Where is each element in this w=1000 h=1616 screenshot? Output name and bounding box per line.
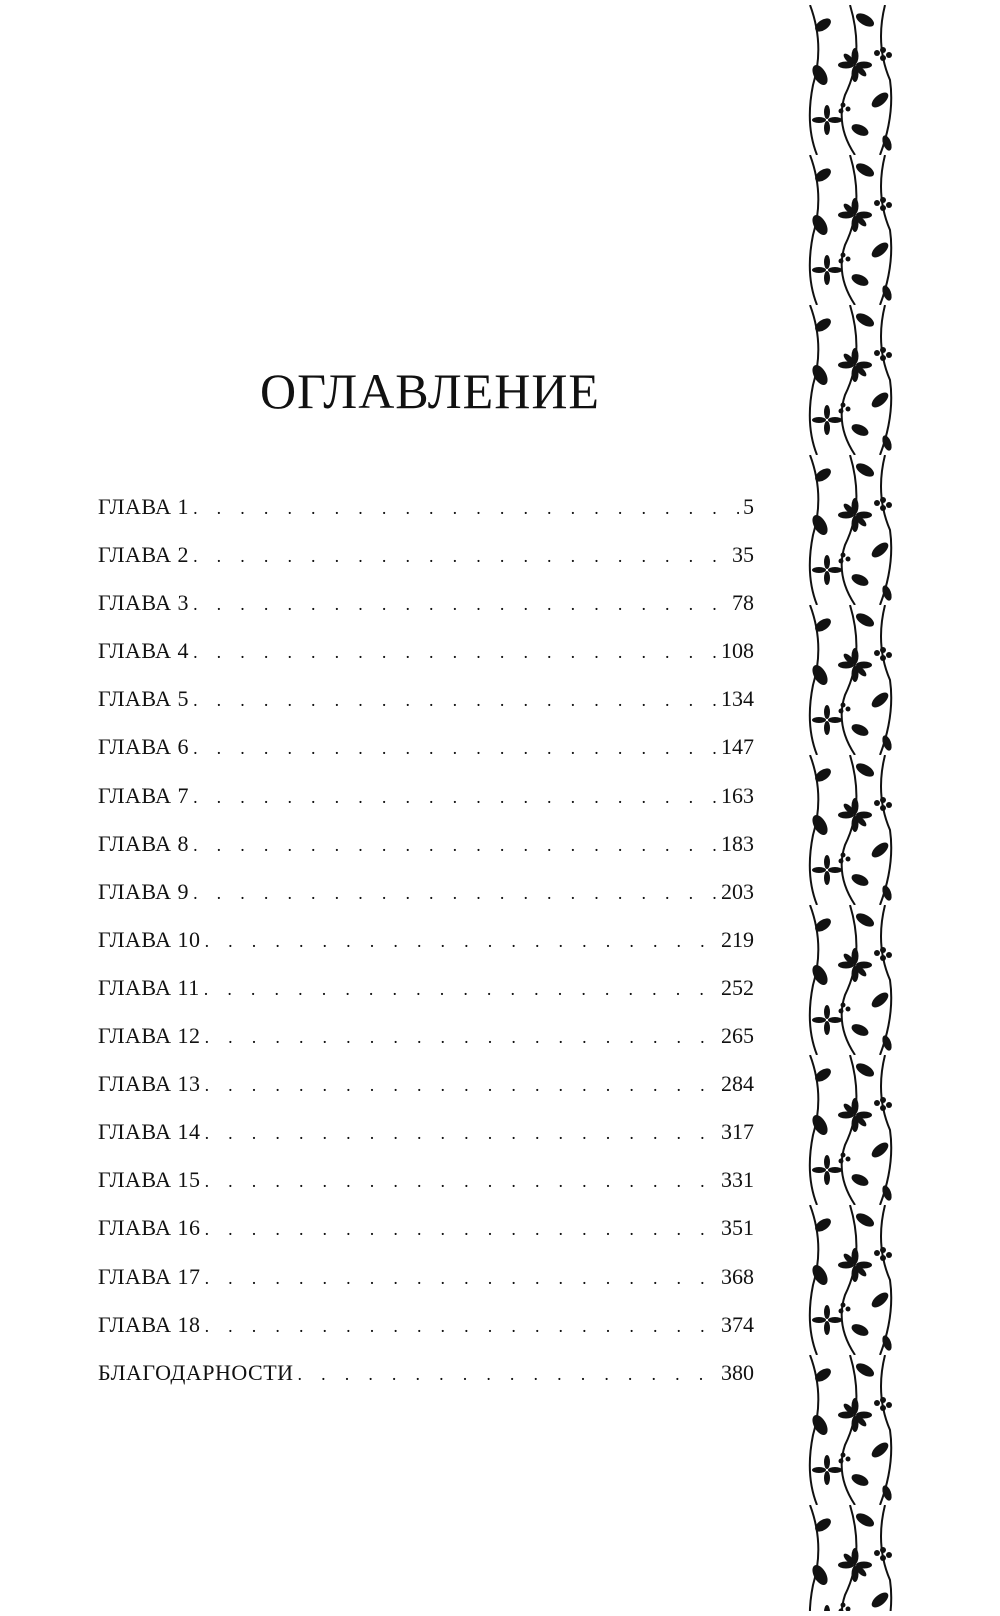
toc-entry-page: 147 [721,734,754,760]
toc-entry[interactable] [98,1071,754,1119]
toc-entry[interactable] [98,1312,754,1360]
toc-entry[interactable] [98,1167,754,1215]
toc-entry-label: ГЛАВА 11 [98,974,200,1000]
toc-entry-label: ГЛАВА 5 [98,686,190,712]
toc-entry-label: ГЛАВА 14 [98,1119,201,1145]
toc-entry-page: 380 [721,1359,754,1385]
dot-leader [205,1075,717,1096]
table-of-contents [98,494,754,1408]
dot-leader [298,1364,717,1385]
dot-leader [205,1316,717,1337]
toc-entry[interactable] [98,831,754,879]
toc-entry[interactable] [98,879,754,927]
toc-entry-page: 351 [721,1215,754,1241]
dot-leader [193,642,717,663]
toc-entry-page: 368 [721,1263,754,1289]
dot-leader [193,498,739,519]
toc-entry-page: 284 [721,1071,754,1097]
toc-entry[interactable] [98,783,754,831]
toc-entry[interactable] [98,1023,754,1071]
toc-entry-label: ГЛАВА 10 [98,926,201,952]
toc-entry[interactable] [98,638,754,686]
toc-entry[interactable] [98,1360,754,1408]
toc-entry-page: 203 [721,878,754,904]
toc-entry[interactable] [98,734,754,782]
toc-entry-page: 35 [732,542,754,568]
toc-entry-label: ГЛАВА 2 [98,542,190,568]
toc-entry[interactable] [98,1215,754,1263]
toc-entry-page: 252 [721,974,754,1000]
dot-leader [193,883,717,904]
page-title: ОГЛАВЛЕНИЕ [260,363,600,419]
toc-entry-page: 265 [721,1023,754,1049]
toc-entry-page: 317 [721,1119,754,1145]
toc-entry-page: 374 [721,1311,754,1337]
toc-entry[interactable] [98,494,754,542]
toc-entry-label: ГЛАВА 3 [98,590,190,616]
toc-entry-page: 108 [721,638,754,664]
toc-entry-label: ГЛАВА 1 [98,494,190,519]
toc-entry-page: 134 [721,686,754,712]
toc-entry[interactable] [98,542,754,590]
toc-entry-label: ГЛАВА 16 [98,1215,201,1241]
toc-entry-label: ГЛАВА 15 [98,1167,201,1193]
floral-border-decoration [805,5,895,1611]
dot-leader [205,931,717,952]
dot-leader [193,594,728,615]
dot-leader [193,738,717,759]
toc-entry-label: БЛАГОДАРНОСТИ [98,1359,294,1385]
dot-leader [193,835,717,856]
dot-leader [205,1171,717,1192]
toc-entry[interactable] [98,590,754,638]
toc-entry[interactable] [98,927,754,975]
toc-entry-page: 331 [721,1167,754,1193]
toc-entry-label: ГЛАВА 8 [98,830,190,856]
toc-entry-page: 78 [732,590,754,616]
toc-entry[interactable] [98,975,754,1023]
dot-leader [205,1027,717,1048]
dot-leader [205,1219,717,1240]
toc-entry-page: 183 [721,830,754,856]
toc-entry-label: ГЛАВА 7 [98,782,190,808]
dot-leader [193,787,717,808]
dot-leader [193,546,728,567]
toc-entry[interactable] [98,1119,754,1167]
dot-leader [193,690,717,711]
toc-entry-page: 219 [721,926,754,952]
toc-entry-page: 163 [721,782,754,808]
toc-entry[interactable] [98,1264,754,1312]
toc-entry-label: ГЛАВА 9 [98,878,190,904]
toc-entry[interactable] [98,686,754,734]
toc-entry-label: ГЛАВА 13 [98,1071,201,1097]
toc-entry-label: ГЛАВА 12 [98,1023,201,1049]
toc-entry-label: ГЛАВА 6 [98,734,190,760]
toc-entry-page: 5 [743,494,754,519]
toc-entry-label: ГЛАВА 4 [98,638,190,664]
toc-entry-label: ГЛАВА 17 [98,1263,201,1289]
dot-leader [205,1123,717,1144]
dot-leader [205,1268,717,1289]
toc-entry-label: ГЛАВА 18 [98,1311,201,1337]
dot-leader [204,979,717,1000]
